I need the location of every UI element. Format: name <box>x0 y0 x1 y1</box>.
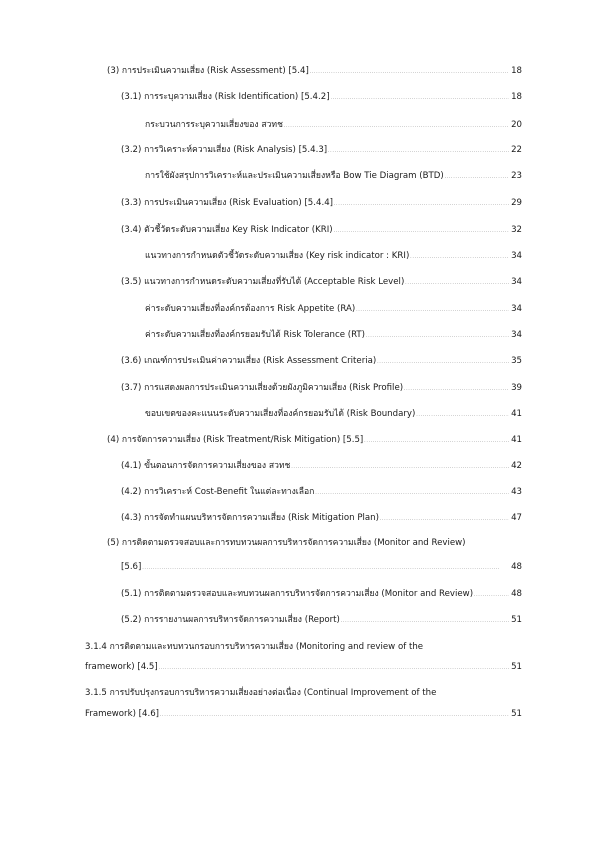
toc-entry-title: (3.5) แนวทางการกำหนดระดับความเสี่ยงที่รับได้ (Acceptable Risk Level) <box>121 277 405 287</box>
toc-entry-title: แนวทางการกำหนดตัวชี้วัดระดับความเสี่ยง (Key risk indicator : KRI) <box>145 251 410 261</box>
toc-entry-title: ขอบเขตของคะแนนระดับความเสี่ยงที่องค์กรยอมรับได้ (Risk Boundary) <box>145 409 416 419</box>
dot-leader <box>377 351 509 372</box>
dot-leader <box>405 272 509 293</box>
dot-leader <box>445 166 509 187</box>
toc-entry-page: 47 <box>511 513 522 523</box>
dot-leader <box>160 704 509 725</box>
toc-entry-title: (3.3) การประเมินความเสี่ยง (Risk Evaluation) [5.4.4] <box>121 198 334 208</box>
dot-leader <box>474 584 509 605</box>
dot-leader <box>404 378 509 399</box>
toc-entry-title: 3.1.4 การติดตามและทบทวนกรอบการบริหารความเสี่ยง (Monitoring and review of the <box>85 642 424 652</box>
toc-entry-page: 35 <box>511 356 522 366</box>
toc-entry[interactable] <box>107 61 522 82</box>
dot-leader <box>284 115 509 136</box>
toc-entry-page: 41 <box>511 409 522 419</box>
toc-entry-page: 51 <box>511 709 522 719</box>
toc-entry[interactable] <box>121 482 522 503</box>
toc-entry-title: (3.4) ตัวชี้วัดระดับความเสี่ยง Key Risk Indicator (KRI) <box>121 225 333 235</box>
dot-leader <box>380 508 509 529</box>
toc-entry[interactable] <box>121 456 522 477</box>
dot-leader <box>410 246 509 267</box>
toc-entry-title: (4.3) การจัดทำแผนบริหารจัดการความเสี่ยง (Risk Mitigation Plan) <box>121 513 379 523</box>
toc-entry-title: การใช้ผังสรุปการวิเคราะห์และประเมินความเสี่ยงหรือ Bow Tie Diagram (BTD) <box>145 171 444 181</box>
toc-entry-title: (5.2) การรายงานผลการบริหารจัดการความเสี่ยง (Report) <box>121 615 340 625</box>
toc-entry-page: 20 <box>511 120 522 130</box>
toc-entry[interactable] <box>121 193 522 214</box>
toc-entry-title: (4.1) ขั้นตอนการจัดการความเสี่ยงของ สวทช <box>121 461 291 471</box>
dot-leader <box>315 482 509 503</box>
toc-entry-page: 51 <box>511 662 522 672</box>
dot-leader <box>366 325 509 346</box>
toc-entry[interactable] <box>121 140 522 161</box>
toc-entry-title: (3.7) การแสดงผลการประเมินความเสี่ยงด้วยผังภูมิความเสี่ยง (Risk Profile) <box>121 383 404 393</box>
toc-entry-title: (4) การจัดการความเสี่ยง (Risk Treatment/Risk Mitigation) [5.5] <box>107 435 364 445</box>
toc-entry[interactable] <box>121 220 522 241</box>
toc-entry-title: [5.6] <box>121 562 142 572</box>
toc-entry-page: 34 <box>511 304 522 314</box>
toc-entry[interactable] <box>145 404 522 425</box>
toc-entry-page: 48 <box>511 562 522 572</box>
toc-entry[interactable] <box>121 557 522 578</box>
dot-leader <box>291 456 509 477</box>
dot-leader <box>334 193 509 214</box>
toc-entry-title: ค่าระดับความเสี่ยงที่องค์กรยอมรับได้ Risk Tolerance (RT) <box>145 330 366 340</box>
toc-entry[interactable] <box>121 610 522 631</box>
toc-entry-page: 18 <box>511 92 522 102</box>
toc-entry-title: (3.2) การวิเคราะห์ความเสี่ยง (Risk Analysis) [5.4.3] <box>121 145 328 155</box>
toc-entry-page: 34 <box>511 277 522 287</box>
toc-entry-title: framework) [4.5] <box>85 662 158 672</box>
toc-entry-page: 34 <box>511 251 522 261</box>
toc-entry[interactable] <box>107 430 522 451</box>
toc-entry-page: 34 <box>511 330 522 340</box>
dot-leader <box>356 299 509 320</box>
toc-entry[interactable] <box>145 115 522 136</box>
dot-leader <box>310 61 509 82</box>
toc-entry-title: (3.6) เกณฑ์การประเมินค่าความเสี่ยง (Risk Assessment Criteria) <box>121 356 377 366</box>
toc-entry[interactable] <box>145 166 522 187</box>
toc-entry-title: กระบวนการระบุความเสี่ยงของ สวทช <box>145 120 283 130</box>
toc-entry[interactable] <box>121 351 522 372</box>
dot-leader <box>334 220 509 241</box>
dot-leader <box>331 87 509 108</box>
toc-entry-title: (4.2) การวิเคราะห์ Cost-Benefit ในแต่ละทางเลือก <box>121 487 315 497</box>
toc-entry[interactable] <box>145 246 522 267</box>
toc-entry[interactable] <box>121 508 522 529</box>
toc-entry[interactable] <box>85 704 522 725</box>
toc-entry-page: 32 <box>511 225 522 235</box>
toc-entry-page: 29 <box>511 198 522 208</box>
toc-entry[interactable] <box>145 325 522 346</box>
toc-entry-page: 22 <box>511 145 522 155</box>
dot-leader <box>416 404 509 425</box>
toc-entry-page: 43 <box>511 487 522 497</box>
toc-entry[interactable] <box>121 378 522 399</box>
dot-leader <box>142 557 509 578</box>
dot-leader <box>328 140 509 161</box>
toc-entry-title: (3) การประเมินความเสี่ยง (Risk Assessment) [5.4] <box>107 66 309 76</box>
dot-leader <box>341 610 509 631</box>
dot-leader <box>364 430 509 451</box>
toc-entry-page: 39 <box>511 383 522 393</box>
toc-entry[interactable] <box>121 87 522 108</box>
toc-entry-page: 23 <box>511 171 522 181</box>
toc-entry[interactable] <box>85 657 522 678</box>
dot-leader <box>159 657 509 678</box>
toc-entry-page: 18 <box>511 66 522 76</box>
toc-entry-page: 41 <box>511 435 522 445</box>
toc-entry-title: 3.1.5 การปรับปรุงกรอบการบริหารความเสี่ยงอย่างต่อเนื่อง (Continual Improvement of the <box>85 688 437 698</box>
toc-entry-title: (5) การติดตามตรวจสอบและการทบทวนผลการบริหารจัดการความเสี่ยง (Monitor and Review) <box>107 538 466 548</box>
toc-entry-title: Framework) [4.6] <box>85 709 160 719</box>
toc-entry-page: 42 <box>511 461 522 471</box>
toc-entry-page: 51 <box>511 615 522 625</box>
toc-entry-title: ค่าระดับความเสี่ยงที่องค์กรต้องการ Risk Appetite (RA) <box>145 304 356 314</box>
toc-entry[interactable] <box>121 584 522 605</box>
toc-entry-page: 48 <box>511 589 522 599</box>
toc-entry-title: (5.1) การติดตามตรวจสอบและทบทวนผลการบริหารจัดการความเสี่ยง (Monitor and Review) <box>121 589 474 599</box>
toc-entry-title: (3.1) การระบุความเสี่ยง (Risk Identification) [5.4.2] <box>121 92 330 102</box>
toc-entry[interactable] <box>121 272 522 293</box>
toc-entry[interactable] <box>145 299 522 320</box>
